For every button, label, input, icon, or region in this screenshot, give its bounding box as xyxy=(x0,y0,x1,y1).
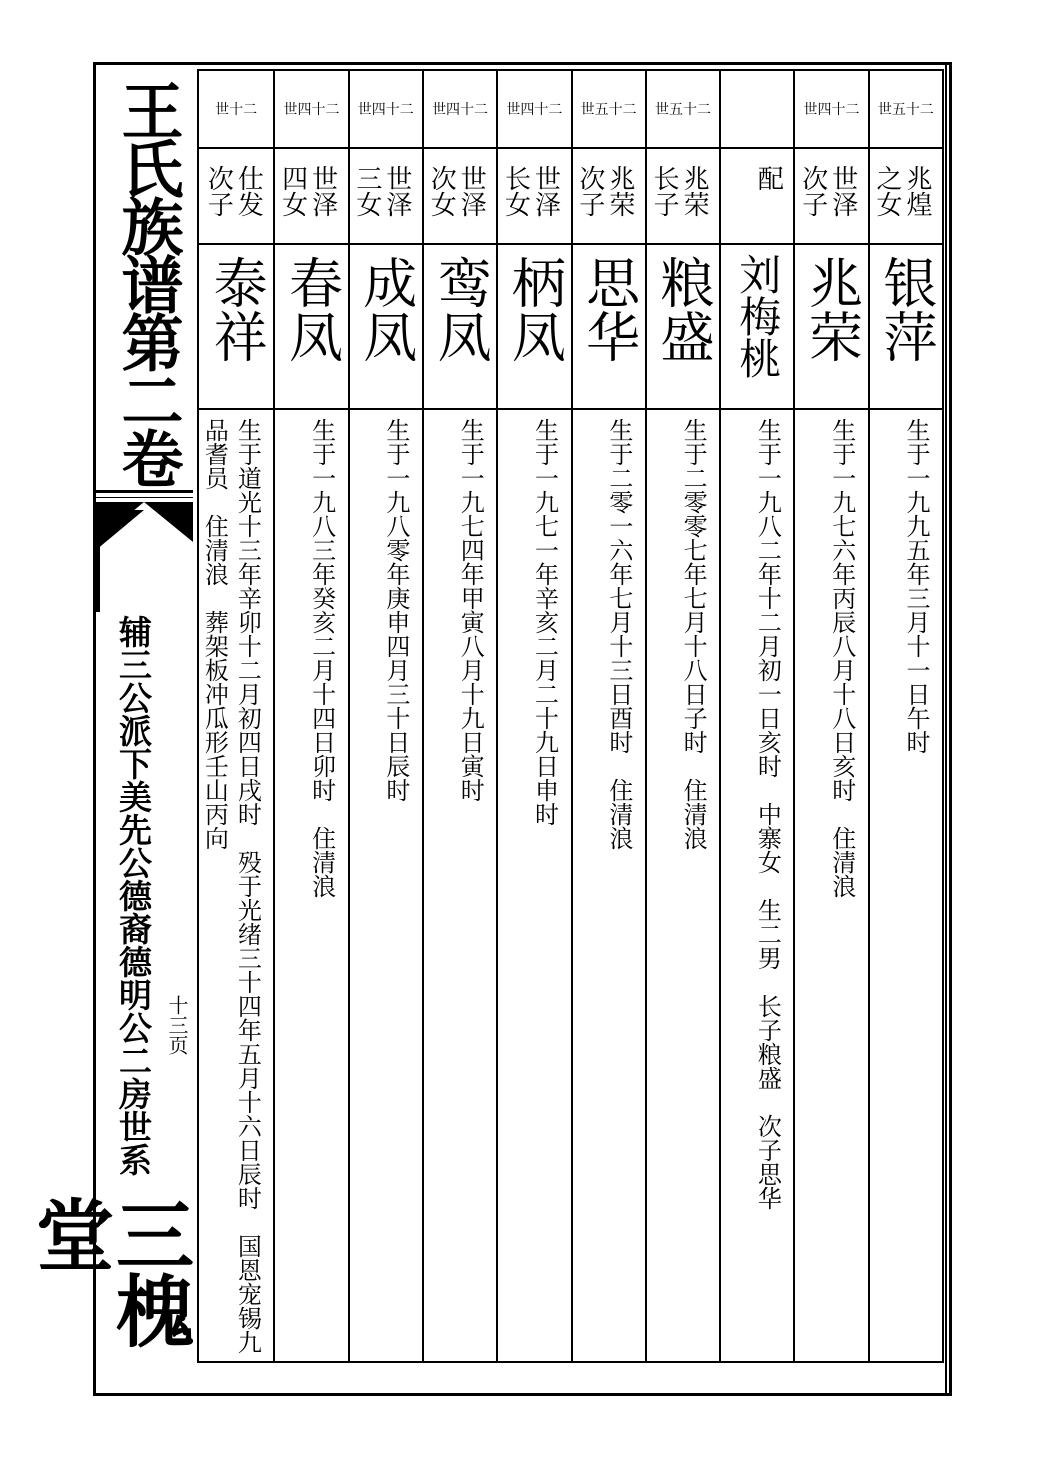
name-cell xyxy=(424,243,496,410)
generation-label: 世五十二 xyxy=(647,71,719,149)
person-name: 思华 xyxy=(577,255,641,363)
generation-label: 世四十二 xyxy=(350,71,422,149)
relation-cell xyxy=(498,147,570,245)
lineage-title: 辅三公派下美先公德裔德明公二房世系 xyxy=(114,615,153,1176)
fishtail-ornament-icon xyxy=(96,502,193,612)
entry-column xyxy=(571,71,645,1361)
person-name: 粮盛 xyxy=(651,255,715,363)
relation-cell xyxy=(573,147,645,245)
name-cell xyxy=(573,243,645,410)
relation-text: 配 xyxy=(753,165,784,191)
bio-cell xyxy=(498,408,570,1361)
generation-label: 世四十二 xyxy=(275,71,347,149)
person-name: 银萍 xyxy=(874,255,938,363)
book-title: 王氏族谱第二卷 xyxy=(111,79,184,485)
relation-cell xyxy=(647,147,719,245)
person-name: 刘梅桃 xyxy=(733,253,783,379)
generation-label: 世十二 xyxy=(199,71,273,149)
name-cell xyxy=(498,243,570,410)
relation-cell xyxy=(350,147,422,245)
entry-column xyxy=(422,71,496,1361)
bio-cell xyxy=(721,408,793,1361)
entry-column xyxy=(793,71,867,1361)
bio-cell xyxy=(795,408,867,1361)
relation-text: 世泽四女 xyxy=(277,165,338,217)
person-name: 兆荣 xyxy=(800,255,864,363)
frame-inner-rule xyxy=(945,62,947,1396)
relation-cell xyxy=(424,147,496,245)
relation-text: 兆荣长子 xyxy=(649,165,710,217)
bio-text: 生于一九八二年十二月初一日亥时 中寨女 生二男 长子粮盛 次子思华 xyxy=(753,418,782,1210)
name-cell xyxy=(199,243,273,410)
bio-text: 生于一九七一年辛亥二月二十九日申时 xyxy=(530,418,559,826)
page-number: 十三页 xyxy=(165,995,189,1055)
entry-column xyxy=(273,71,347,1361)
relation-text: 仕发次子 xyxy=(203,165,264,217)
bio-cell xyxy=(350,408,422,1361)
bio-text: 生于一九九五年三月十一日午时 xyxy=(902,418,930,754)
person-name: 柄凤 xyxy=(503,255,567,363)
bio-cell xyxy=(199,408,273,1361)
bio-text: 生于一九八三年癸亥二月十四日卯时 住清浪 xyxy=(307,418,336,898)
bio-text: 生于一九七六年丙辰八月十八日亥时 住清浪 xyxy=(827,418,856,898)
person-name: 春凤 xyxy=(280,255,344,363)
relation-cell xyxy=(199,147,273,245)
genealogy-table xyxy=(197,69,944,1363)
book-spine xyxy=(23,65,194,1393)
bio-cell xyxy=(647,408,719,1361)
entry-column xyxy=(645,71,719,1361)
generation-label: 世四十二 xyxy=(498,71,570,149)
relation-text: 世泽长女 xyxy=(500,165,561,217)
entry-column xyxy=(868,71,942,1361)
bio-cell xyxy=(275,408,347,1361)
name-cell xyxy=(350,243,422,410)
person-name: 成凤 xyxy=(354,255,418,363)
relation-cell xyxy=(795,147,867,245)
generation-label: 世五十二 xyxy=(573,71,645,149)
bio-text: 生于一九八零年庚申四月三十日辰时 xyxy=(381,418,410,802)
person-name: 泰祥 xyxy=(205,255,269,363)
name-cell xyxy=(647,243,719,410)
entry-column xyxy=(199,71,273,1361)
person-name: 鸾凤 xyxy=(429,255,493,363)
entry-column xyxy=(496,71,570,1361)
bio-text: 生于一九七四年甲寅八月十九日寅时 xyxy=(456,418,485,802)
bio-text: 生于二零一六年七月十三日酉时 住清浪 xyxy=(604,418,633,850)
relation-cell xyxy=(721,147,793,245)
spine-divider-thin xyxy=(96,497,193,498)
bio-cell xyxy=(870,408,942,1361)
bio-text: 生于二零零七年七月十八日子时 住清浪 xyxy=(679,418,708,850)
generation-label: 世四十二 xyxy=(424,71,496,149)
name-cell xyxy=(795,243,867,410)
bio-cell xyxy=(424,408,496,1361)
relation-cell xyxy=(870,147,942,245)
relation-text: 兆煌之女 xyxy=(872,165,932,217)
relation-text: 世泽次子 xyxy=(797,165,858,217)
spine-divider-thick xyxy=(96,490,193,493)
relation-cell xyxy=(275,147,347,245)
name-cell xyxy=(870,243,942,410)
bio-cell xyxy=(573,408,645,1361)
relation-text: 兆荣次子 xyxy=(574,165,635,217)
relation-text: 世泽三女 xyxy=(351,165,412,217)
relation-text: 世泽次女 xyxy=(426,165,487,217)
entry-column xyxy=(348,71,422,1361)
name-cell xyxy=(721,243,793,410)
generation-label xyxy=(721,71,793,149)
generation-label: 世四十二 xyxy=(795,71,867,149)
entry-column xyxy=(719,71,793,1361)
name-cell xyxy=(275,243,347,410)
hall-name: 三槐堂 xyxy=(23,1195,194,1347)
bio-text: 生于道光十三年辛卯十二月初四日戌时 殁于光绪三十四年五月十六日辰时 国恩宠锡九品耆员 住清浪 葬架板冲瓜形壬山丙向 xyxy=(200,418,262,1354)
generation-label: 世五十二 xyxy=(870,71,942,149)
